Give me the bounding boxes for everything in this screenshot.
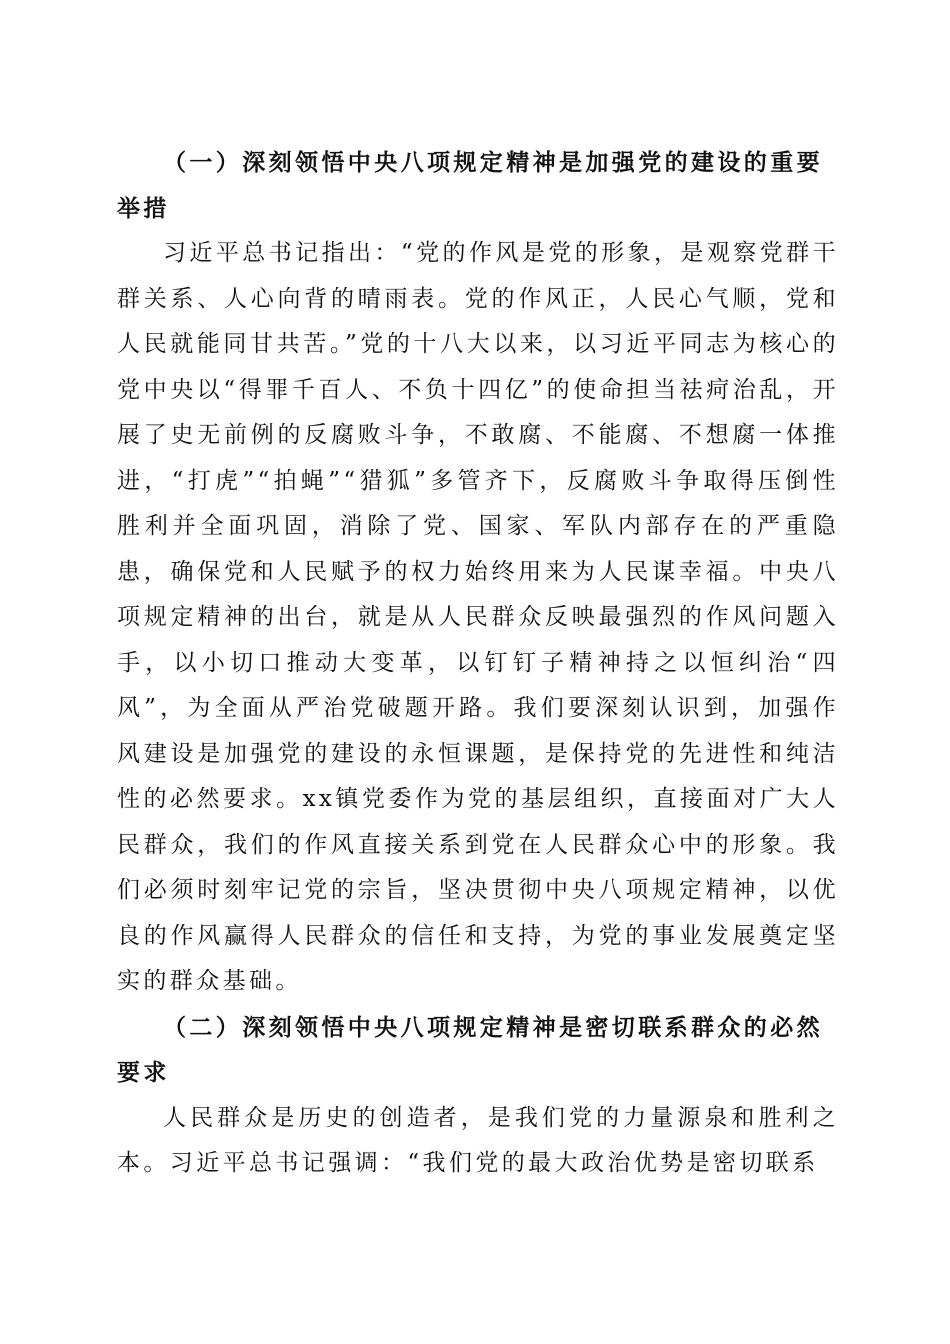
section-2-paragraph: 人民群众是历史的创造者，是我们党的力量源泉和胜利之本。习近平总书记强调：“我们党的最大政治优势是密切联系 xyxy=(117,1104,839,1176)
section-2-heading: （二）深刻领悟中央八项规定精神是密切联系群众的必然要求 xyxy=(117,1013,823,1086)
document-body xyxy=(117,140,839,1187)
section-1-paragraph: 习近平总书记指出：“党的作风是党的形象，是观察党群干群关系、人心向背的晴雨表。党的作风正，人民心气顺，党和人民就能同甘共苦。”党的十八大以来，以习近平同志为核心的党中央以“得罪千百人、不负十四亿”的使命担当祛疴治乱，开展了史无前例的反腐败斗争，不敢腐、不能腐、不想腐一体推进，“打虎”“拍蝇”“猎狐”多管齐下，反腐败斗争取得压倒性胜利并全面巩固，消除了党、国家、军队内部存在的严重隐患，确保党和人民赋予的权力始终用来为人民谋幸福。中央八项规定精神的出台，就是从人民群众反映最强烈的作风问题入手，以小切口推动大变革，以钉钉子精神持之以恒纠治“四风”，为全面从严治党破题开路。我们要深刻认识到，加强作风建设是加强党的建设的永恒课题，是保持党的先进性和纯洁性的必然要求。xx镇党委作为党的基层组织，直接面对广大人民群众，我们的作风直接关系到党在人民群众心中的形象。我们必须时刻牢记党的宗旨，坚决贯彻中央八项规定精神，以优良的作风赢得人民群众的信任和支持，为党的事业发展奠定坚实的群众基础。 xyxy=(117,240,839,994)
section-1-heading: （一）深刻领悟中央八项规定精神是加强党的建设的重要举措 xyxy=(117,149,823,222)
